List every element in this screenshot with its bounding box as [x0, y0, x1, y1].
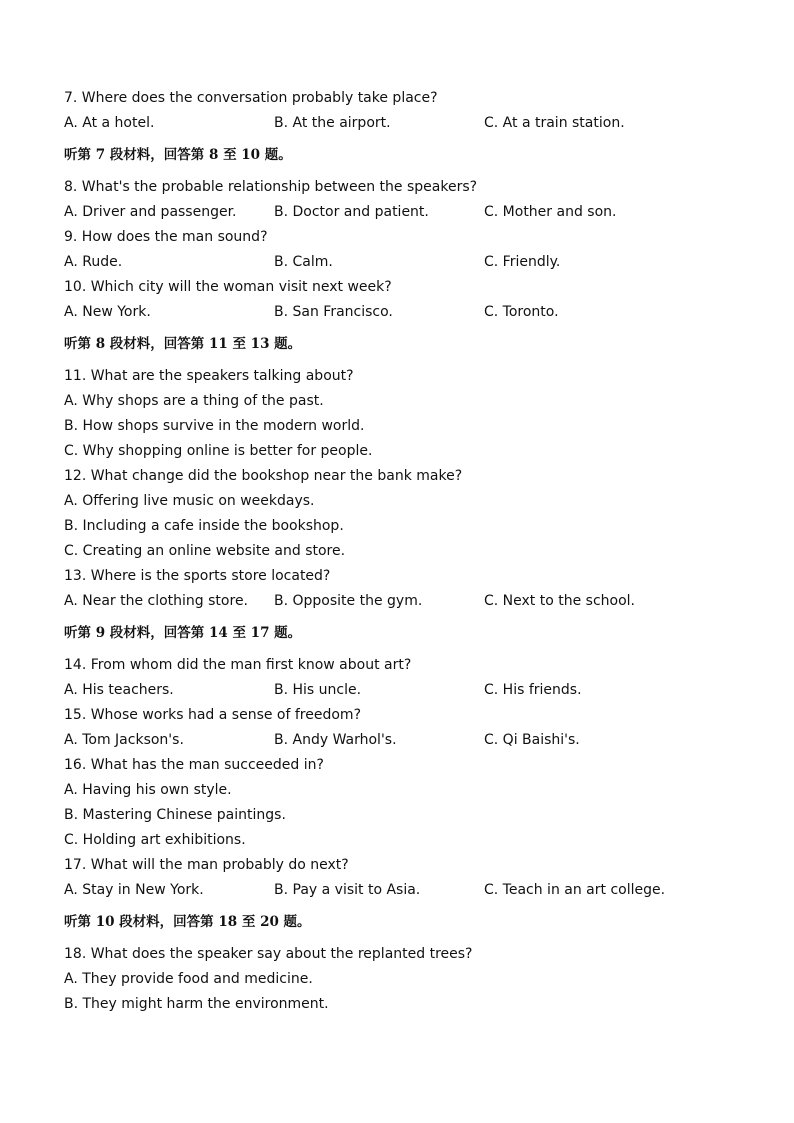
- section-heading-10: 听第 10 段材料，回答第 18 至 20 题。: [64, 914, 311, 930]
- options-row-14: [64, 678, 744, 703]
- question-14: 14. From whom did the man first know about art?: [64, 657, 412, 673]
- option-11c: C. Why shopping online is better for people.: [64, 443, 373, 459]
- option-9a: A. Rude.: [64, 254, 123, 270]
- question-11: 11. What are the speakers talking about?: [64, 368, 354, 384]
- option-10c: C. Toronto.: [484, 304, 559, 320]
- option-8c: C. Mother and son.: [484, 204, 617, 220]
- option-8b: B. Doctor and patient.: [274, 204, 429, 220]
- option-16c: C. Holding art exhibitions.: [64, 832, 246, 848]
- option-18b: B. They might harm the environment.: [64, 996, 329, 1012]
- option-16b: B. Mastering Chinese paintings.: [64, 807, 286, 823]
- section-heading-9: 听第 9 段材料，回答第 14 至 17 题。: [64, 625, 302, 641]
- option-17a: A. Stay in New York.: [64, 882, 204, 898]
- option-15c: C. Qi Baishi's.: [484, 732, 580, 748]
- option-12c: C. Creating an online website and store.: [64, 543, 346, 559]
- question-8: 8. What's the probable relationship between the speakers?: [64, 179, 478, 195]
- option-13c: C. Next to the school.: [484, 593, 636, 609]
- option-18a: A. They provide food and medicine.: [64, 971, 313, 987]
- section-heading-8: 听第 8 段材料，回答第 11 至 13 题。: [64, 336, 302, 352]
- option-15a: A. Tom Jackson's.: [64, 732, 184, 748]
- question-13: 13. Where is the sports store located?: [64, 568, 331, 584]
- option-14a: A. His teachers.: [64, 682, 174, 698]
- option-11b: B. How shops survive in the modern world.: [64, 418, 365, 434]
- options-row-15: [64, 728, 744, 753]
- question-10: 10. Which city will the woman visit next week?: [64, 279, 392, 295]
- section-heading-7: 听第 7 段材料，回答第 8 至 10 题。: [64, 147, 292, 163]
- question-17: 17. What will the man probably do next?: [64, 857, 349, 873]
- option-9c: C. Friendly.: [484, 254, 561, 270]
- option-7c: C. At a train station.: [484, 115, 625, 131]
- option-15b: B. Andy Warhol's.: [274, 732, 397, 748]
- question-15: 15. Whose works had a sense of freedom?: [64, 707, 362, 723]
- option-17b: B. Pay a visit to Asia.: [274, 882, 421, 898]
- options-row-7: [64, 111, 744, 136]
- options-row-8: [64, 200, 744, 225]
- option-7b: B. At the airport.: [274, 115, 391, 131]
- question-12: 12. What change did the bookshop near the bank make?: [64, 468, 463, 484]
- option-10b: B. San Francisco.: [274, 304, 393, 320]
- option-10a: A. New York.: [64, 304, 151, 320]
- options-row-10: [64, 300, 744, 325]
- options-row-13: [64, 589, 744, 614]
- option-13b: B. Opposite the gym.: [274, 593, 423, 609]
- question-7: 7. Where does the conversation probably take place?: [64, 90, 438, 106]
- exam-page: [64, 86, 744, 1017]
- options-row-17: [64, 878, 744, 903]
- question-9: 9. How does the man sound?: [64, 229, 268, 245]
- question-18: 18. What does the speaker say about the replanted trees?: [64, 946, 473, 962]
- option-8a: A. Driver and passenger.: [64, 204, 237, 220]
- option-12a: A. Offering live music on weekdays.: [64, 493, 315, 509]
- option-12b: B. Including a cafe inside the bookshop.: [64, 518, 344, 534]
- question-16: 16. What has the man succeeded in?: [64, 757, 324, 773]
- option-17c: C. Teach in an art college.: [484, 882, 666, 898]
- option-16a: A. Having his own style.: [64, 782, 232, 798]
- option-11a: A. Why shops are a thing of the past.: [64, 393, 324, 409]
- option-13a: A. Near the clothing store.: [64, 593, 249, 609]
- option-9b: B. Calm.: [274, 254, 333, 270]
- option-7a: A. At a hotel.: [64, 115, 155, 131]
- option-14b: B. His uncle.: [274, 682, 362, 698]
- options-row-9: [64, 250, 744, 275]
- option-14c: C. His friends.: [484, 682, 582, 698]
